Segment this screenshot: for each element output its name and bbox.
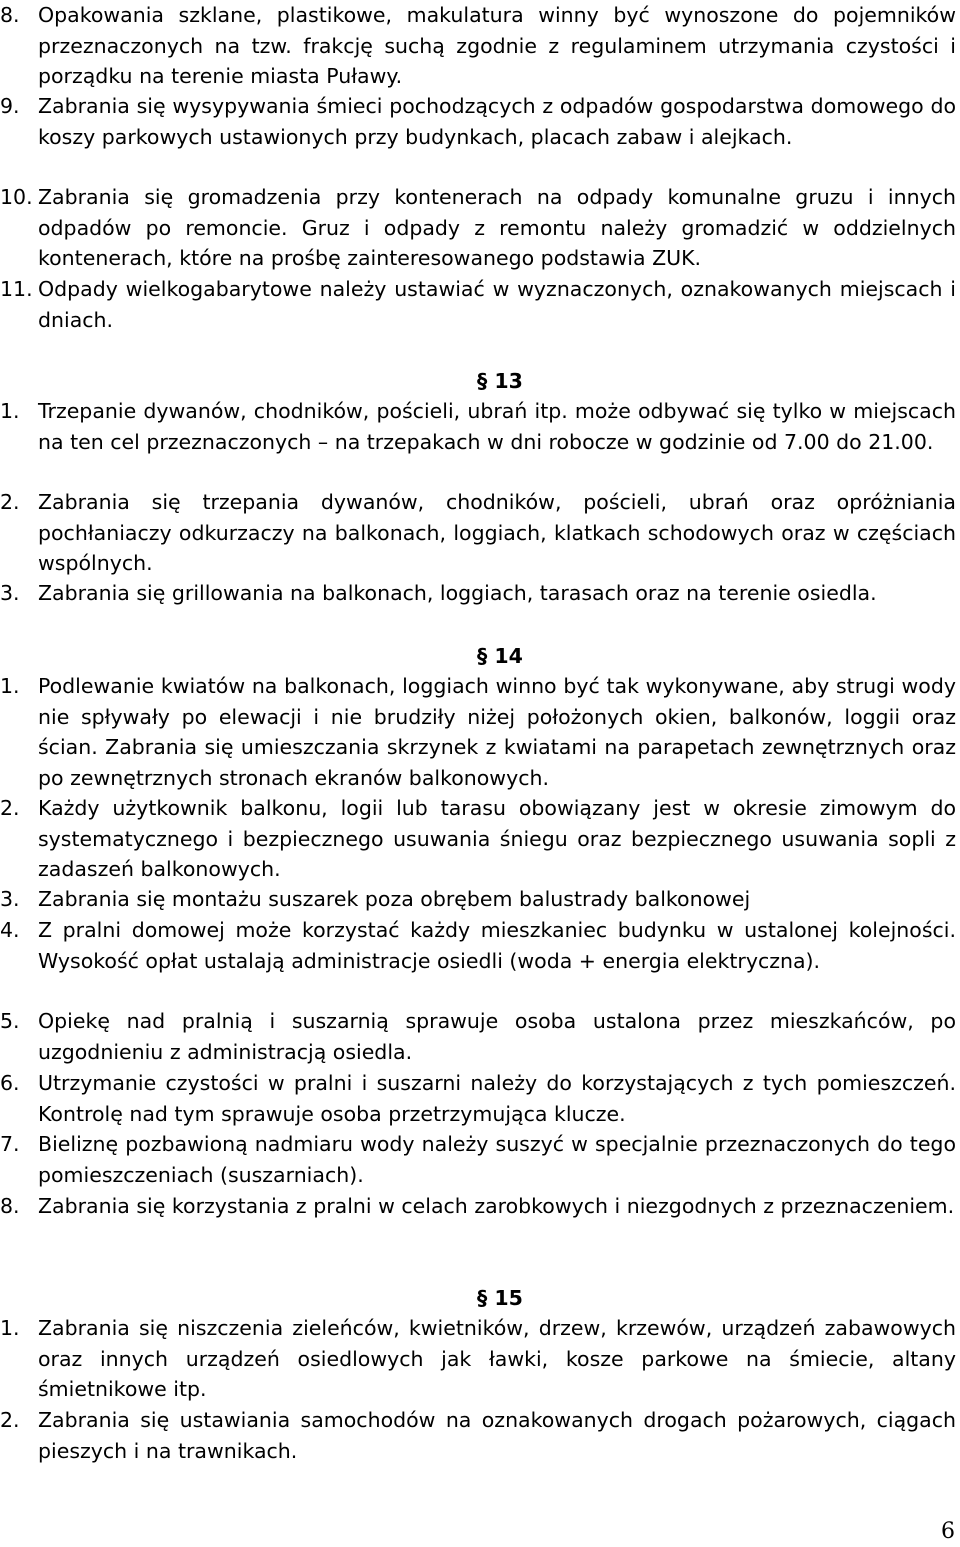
item-number: 6. [0, 1071, 20, 1095]
list-item [0, 91, 960, 152]
item-number: 5. [0, 1009, 20, 1033]
section-symbol: § [477, 1286, 488, 1310]
list-item [0, 1129, 960, 1190]
list-item [0, 578, 960, 609]
list-item [0, 1006, 960, 1067]
section-heading [0, 641, 960, 671]
section-number: 14 [494, 644, 523, 668]
item-text: Zabrania się korzystania z pralni w celach zarobkowych i niezgodnych z przeznaczeniem. [38, 1194, 955, 1218]
item-number: 9. [0, 94, 20, 118]
item-number: 3. [0, 581, 20, 605]
item-number: 1. [0, 674, 20, 698]
item-text: Zabrania się montażu suszarek poza obrębem balustrady balkonowej [38, 887, 751, 911]
section-number: 15 [494, 1286, 523, 1310]
item-text: Zabrania się trzepania dywanów, chodników, pościeli, ubrań oraz opróżniania pochłaniaczy odkurzaczy na balkonach, loggiach, klatkach schodowych oraz w częściach wspólnych. [38, 490, 956, 575]
list-item [0, 671, 960, 793]
item-text: Opiekę nad pralnią i suszarnią sprawuje osoba ustalona przez mieszkańców, po uzgodnieniu z administracją osiedla. [38, 1009, 956, 1064]
item-text: Zabrania się niszczenia zieleńców, kwietników, drzew, krzewów, urządzeń zabawowych oraz innych urządzeń osiedlowych jak ławki, kosze parkowe na śmiecie, altany śmietnikowe itp. [38, 1316, 956, 1401]
item-text: Podlewanie kwiatów na balkonach, loggiach winno być tak wykonywane, aby strugi wody nie spływały po elewacji i nie brudziły niżej położonych okien, balkonów, loggii oraz ścian. Zabrania się umieszczania skrzynek z kwiatami na parapetach zewnętrznych oraz po zewnętrznych stronach ekranów balkonowych. [38, 674, 956, 790]
item-text: Zabrania się wysypywania śmieci pochodzących z odpadów gospodarstwa domowego do koszy parkowych ustawionych przy budynkach, placach zabaw i alejkach. [38, 94, 956, 149]
list-item [0, 915, 960, 976]
list-item [0, 487, 960, 579]
item-number: 2. [0, 796, 20, 820]
item-text: Trzepanie dywanów, chodników, pościeli, ubrań itp. może odbywać się tylko w miejscach na ten cel przeznaczonych – na trzepakach w dni robocze w godzinie od 7.00 do 21.00. [38, 399, 956, 454]
section-number: 13 [494, 369, 523, 393]
list-item [0, 182, 960, 274]
list-item [0, 274, 960, 335]
section-heading [0, 1283, 960, 1313]
item-number: 2. [0, 1408, 20, 1432]
list-item [0, 1405, 960, 1466]
item-text: Opakowania szklane, plastikowe, makulatura winny być wynoszone do pojemników przeznaczonych na tzw. frakcję suchą zgodnie z regulaminem utrzymania czystości i porządku na terenie miasta Puławy. [38, 3, 956, 88]
list-item [0, 1191, 960, 1222]
section-symbol: § [477, 644, 488, 668]
item-text: Utrzymanie czystości w pralni i suszarni należy do korzystających z tych pomieszczeń. Kontrolę nad tym sprawuje osoba przetrzymująca klucze. [38, 1071, 956, 1126]
item-number: 11. [0, 277, 33, 301]
list-item [0, 884, 960, 915]
list-item [0, 793, 960, 885]
item-number: 7. [0, 1132, 20, 1156]
list-item [0, 1068, 960, 1129]
section-symbol: § [477, 369, 488, 393]
list-item [0, 0, 960, 92]
item-text: Zabrania się ustawiania samochodów na oznakowanych drogach pożarowych, ciągach pieszych i na trawnikach. [38, 1408, 956, 1463]
list-item [0, 396, 960, 457]
item-text: Bieliznę pozbawioną nadmiaru wody należy suszyć w specjalnie przeznaczonych do tego pomieszczeniach (suszarniach). [38, 1132, 956, 1187]
item-text: Każdy użytkownik balkonu, logii lub tarasu obowiązany jest w okresie zimowym do systematycznego i bezpiecznego usuwania śniegu oraz bezpiecznego usuwania sopli z zadaszeń balkonowych. [38, 796, 956, 881]
item-text: Odpady wielkogabarytowe należy ustawiać w wyznaczonych, oznakowanych miejscach i dniach. [38, 277, 956, 332]
item-number: 2. [0, 490, 20, 514]
item-text: Zabrania się grillowania na balkonach, loggiach, tarasach oraz na terenie osiedla. [38, 581, 877, 605]
item-number: 10. [0, 185, 33, 209]
item-text: Z pralni domowej może korzystać każdy mieszkaniec budynku w ustalonej kolejności. Wysokość opłat ustalają administracje osiedli (woda + energia elektryczna). [38, 918, 956, 973]
item-text: Zabrania się gromadzenia przy kontenerach na odpady komunalne gruzu i innych odpadów po remoncie. Gruz i odpady z remontu należy gromadzić w oddzielnych kontenerach, które na prośbę zainteresowanego podstawia ZUK. [38, 185, 956, 270]
item-number: 1. [0, 399, 20, 423]
item-number: 4. [0, 918, 20, 942]
item-number: 3. [0, 887, 20, 911]
item-number: 8. [0, 1194, 20, 1218]
item-number: 1. [0, 1316, 20, 1340]
list-item [0, 1313, 960, 1405]
item-number: 8. [0, 3, 20, 27]
section-heading [0, 366, 960, 396]
page-number: 6 [941, 1519, 955, 1544]
